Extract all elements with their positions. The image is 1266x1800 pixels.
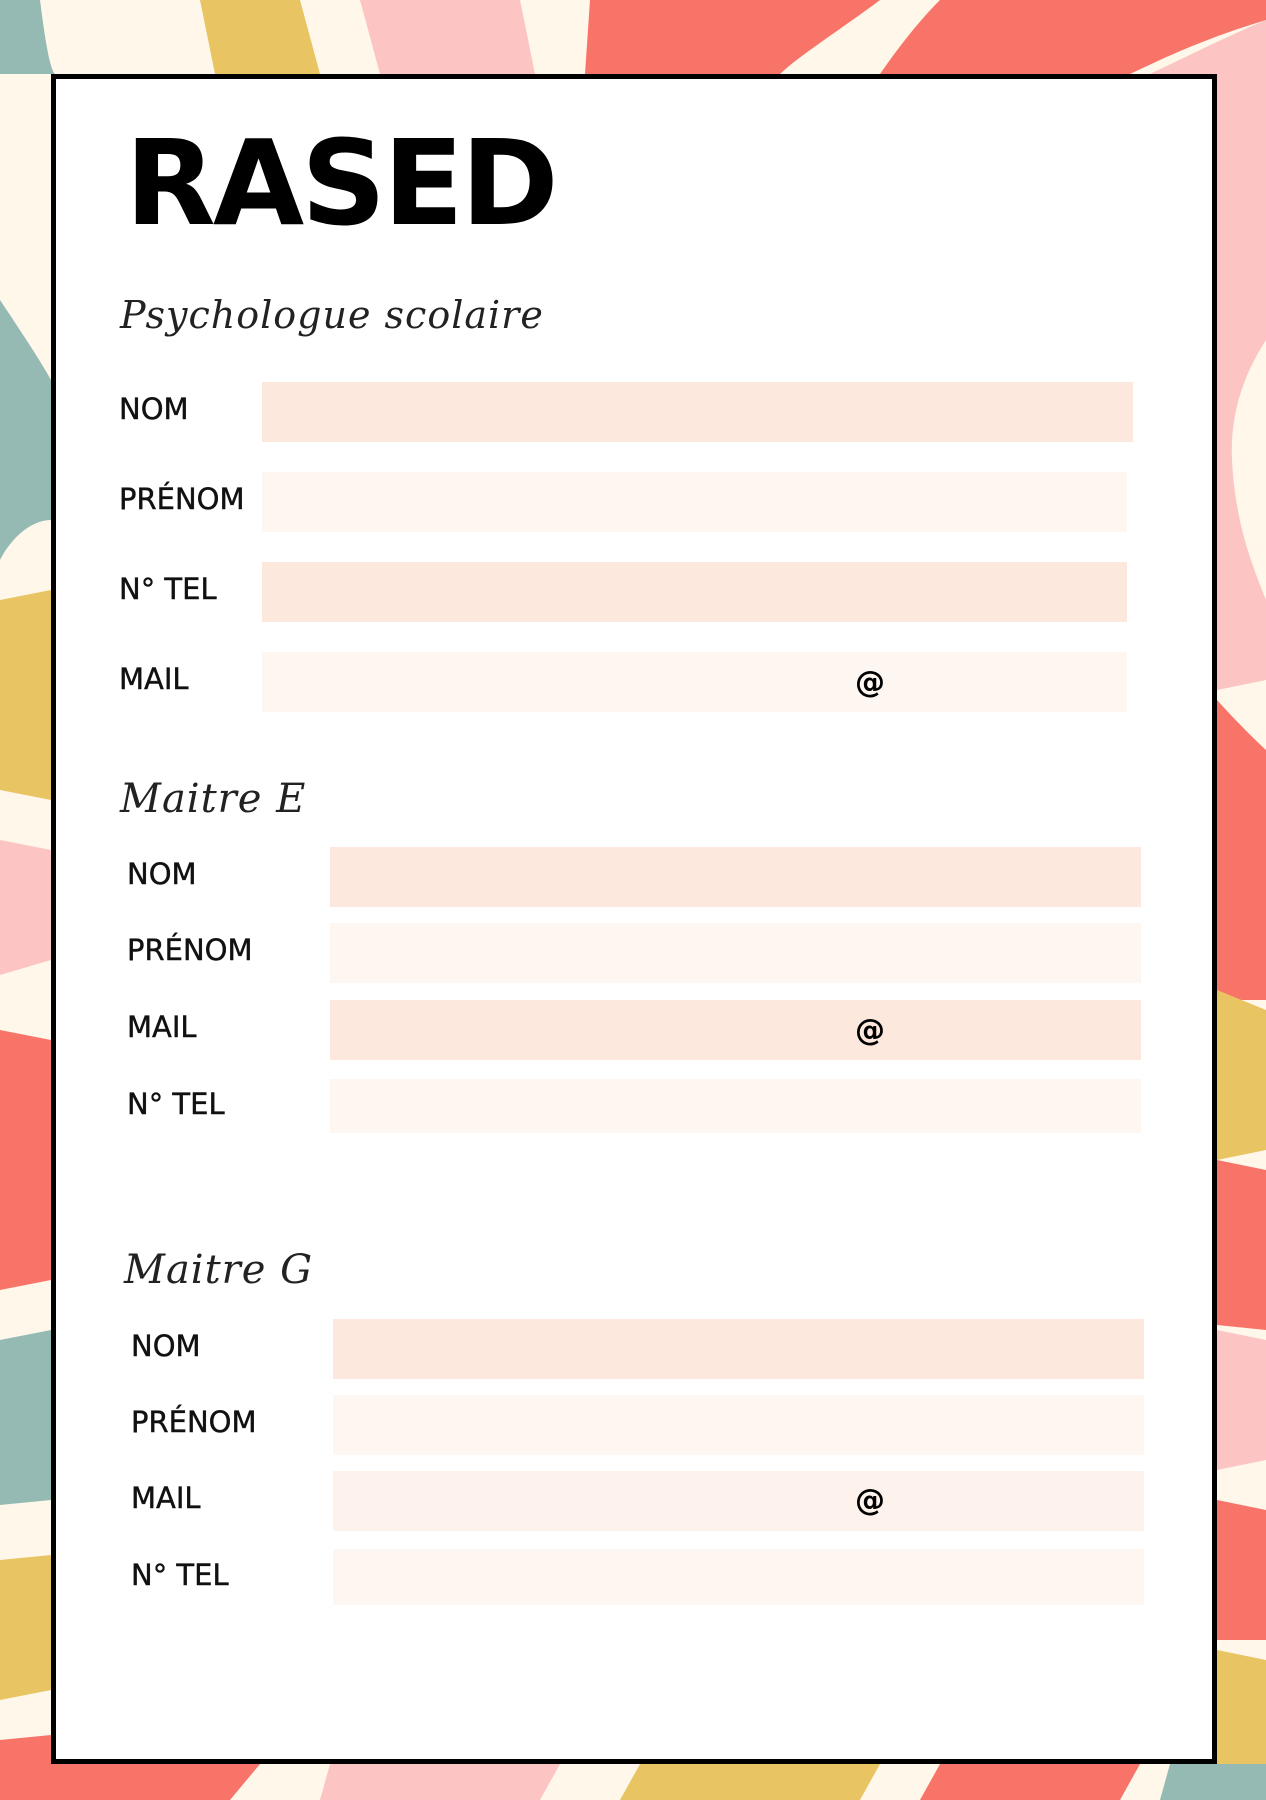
maitre-g-prenom-field[interactable] — [333, 1395, 1144, 1455]
page-title: RASED — [125, 114, 556, 252]
section-title-maitre-g: Maitre G — [124, 1247, 314, 1293]
maitre-e-mail-at-sign: @ — [855, 1013, 885, 1048]
psy-mail-at-sign: @ — [855, 665, 885, 700]
psy-mail-label: MAIL — [119, 662, 189, 696]
maitre-g-mail-at-sign: @ — [855, 1483, 885, 1518]
psy-tel-label: N° TEL — [119, 572, 217, 606]
maitre-e-prenom-field[interactable] — [330, 923, 1141, 983]
maitre-e-nom-field[interactable] — [330, 847, 1141, 907]
maitre-e-nom-label: NOM — [127, 857, 197, 891]
maitre-g-nom-field[interactable] — [333, 1319, 1144, 1379]
maitre-e-tel-field[interactable] — [330, 1079, 1141, 1133]
psy-nom-label: NOM — [119, 392, 189, 426]
psy-prenom-field[interactable] — [262, 472, 1127, 532]
maitre-g-prenom-label: PRÉNOM — [131, 1405, 257, 1439]
maitre-g-nom-label: NOM — [131, 1329, 201, 1363]
contact-sheet — [51, 74, 1217, 1764]
section-title-psychologue: Psychologue scolaire — [120, 293, 544, 337]
maitre-g-tel-label: N° TEL — [131, 1558, 229, 1592]
psy-mail-field[interactable] — [262, 652, 1127, 712]
psy-nom-field[interactable] — [262, 382, 1133, 442]
maitre-g-tel-field[interactable] — [333, 1549, 1144, 1605]
maitre-e-mail-field[interactable] — [330, 1000, 1141, 1060]
maitre-e-mail-label: MAIL — [127, 1010, 197, 1044]
section-title-maitre-e: Maitre E — [120, 776, 307, 822]
maitre-e-prenom-label: PRÉNOM — [127, 933, 253, 967]
maitre-e-tel-label: N° TEL — [127, 1087, 225, 1121]
psy-tel-field[interactable] — [262, 562, 1127, 622]
maitre-g-mail-label: MAIL — [131, 1481, 201, 1515]
psy-prenom-label: PRÉNOM — [119, 482, 245, 516]
maitre-g-mail-field[interactable] — [333, 1471, 1144, 1531]
